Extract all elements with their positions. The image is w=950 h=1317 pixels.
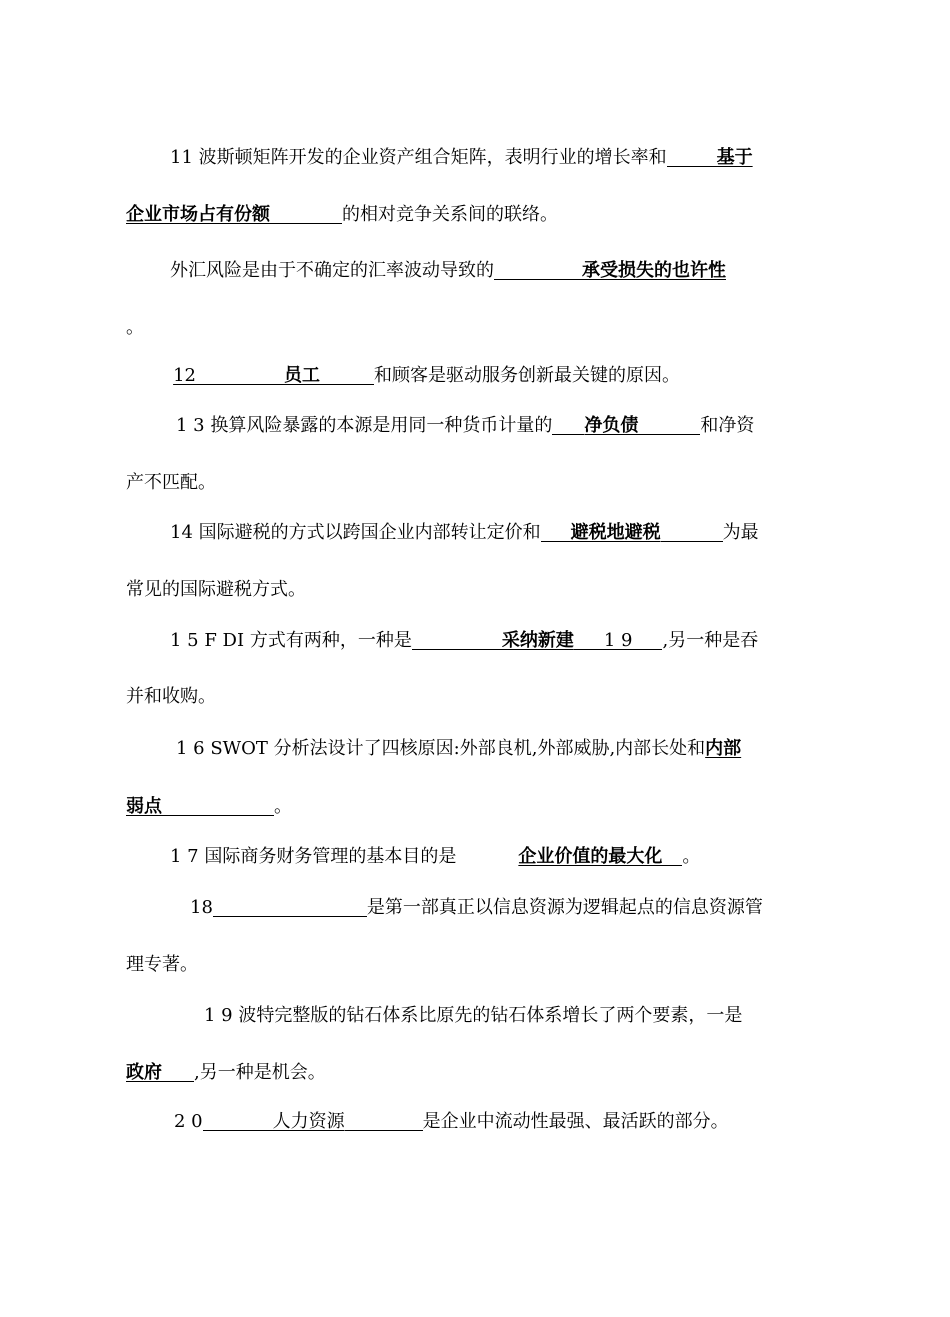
q19-line-2 [126,1058,826,1088]
q15-mid: 1 9 [603,630,633,651]
q20-line [126,1107,826,1137]
q14-suffix-b: 常见的国际避税方式。 [126,579,306,600]
q16-line-2 [126,792,826,822]
q15-blank-2 [574,627,604,650]
fx-line-2 [126,313,826,343]
q13-prefix: 1 3 换算风险暴露的本源是用同一种货币计量的 [176,415,553,436]
q20-blank-1 [203,1108,273,1131]
q20-number: 2 0 [174,1111,203,1132]
q15-suffix-b: 并和收购。 [126,686,216,707]
q18-number: 18 [190,897,213,918]
q11-answer-a: 基于 [716,147,753,168]
q12-suffix: 和顾客是驱动服务创新最关键的原因。 [374,365,680,386]
q11-answer-b: 企业市场占有份额 [126,204,270,225]
q14-suffix-a: 为最 [722,522,759,543]
q20-answer: 人力资源 [272,1111,345,1132]
q14-line-2 [126,575,826,605]
q13-blank-1 [552,412,584,435]
q14-line-1 [126,518,826,548]
fx-blank [494,257,582,280]
q14-prefix: 14 国际避税的方式以跨国企业内部转让定价和 [170,522,541,543]
q15-suffix-a: ,另一种是吞 [662,630,759,651]
q20-blank-2 [345,1108,423,1131]
q15-prefix: 1 5 F DI 方式有两种，一种是 [170,630,412,651]
q19-suffix: ,另一种是机会。 [194,1062,326,1083]
q14-answer: 避税地避税 [570,522,661,543]
q19-blank [162,1059,194,1082]
q12-number: 12 [173,365,196,386]
q16-answer-a: 内部 [705,738,742,759]
q16-line-1 [126,734,826,764]
q12-answer: 员工 [284,365,320,386]
q13-line-1 [126,411,826,441]
q13-suffix-a: 和净资 [700,415,755,436]
q18-line-2 [126,950,826,980]
q17-prefix: 1 7 国际商务财务管理的基本目的是 [170,846,457,867]
q19-answer: 政府 [126,1062,162,1083]
fx-suffix: 。 [126,317,144,338]
q14-blank-2 [661,519,723,542]
q13-blank-2 [638,412,700,435]
q14-blank-1 [541,519,571,542]
q18-suffix-a: 是第一部真正以信息资源为逻辑起点的信息资源管 [366,897,763,918]
q11-line-2 [126,200,826,230]
fx-prefix: 外汇风险是由于不确定的汇率波动导致的 [170,260,494,281]
q20-suffix: 是企业中流动性最强、最活跃的部分。 [422,1111,729,1132]
q16-answer-b: 弱点 [126,796,162,817]
q11-blank-1 [667,144,717,167]
q15-answer: 采纳新建 [501,630,574,651]
q17-line [126,842,826,872]
q12-blank-1 [196,362,284,385]
q13-suffix-b: 产不匹配。 [126,472,216,493]
q18-suffix-b: 理专著。 [126,954,198,975]
q16-blank [162,793,274,816]
q12-line [126,361,826,391]
q12-blank-2 [320,362,374,385]
q16-suffix: 。 [274,796,292,817]
q11-suffix: 的相对竞争关系间的联络。 [342,204,558,225]
q15-blank-1 [412,627,502,650]
q11-prefix: 11 波斯顿矩阵开发的企业资产组合矩阵，表明行业的增长率和 [170,147,667,168]
q17-blank [662,843,682,866]
q11-line-1 [126,143,826,173]
q13-answer: 净负债 [584,415,639,436]
q19-line-1 [126,1001,826,1031]
q16-prefix: 1 6 SWOT 分析法设计了四核原因:外部良机,外部威胁,内部长处和 [176,738,706,759]
fx-line-1 [126,256,826,286]
q19-prefix: 1 9 波特完整版的钻石体系比原先的钻石体系增长了两个要素，一是 [204,1005,743,1026]
q15-blank-3 [632,627,662,650]
q18-line-1 [126,893,826,923]
q17-answer: 企业价值的最大化 [518,846,663,867]
q13-line-2 [126,468,826,498]
fx-answer: 承受损失的也许性 [582,260,726,281]
q15-line-1 [126,626,826,656]
q11-blank-2 [270,201,342,224]
q17-suffix: 。 [682,846,701,867]
q15-line-2 [126,682,826,712]
q18-blank [213,894,367,917]
